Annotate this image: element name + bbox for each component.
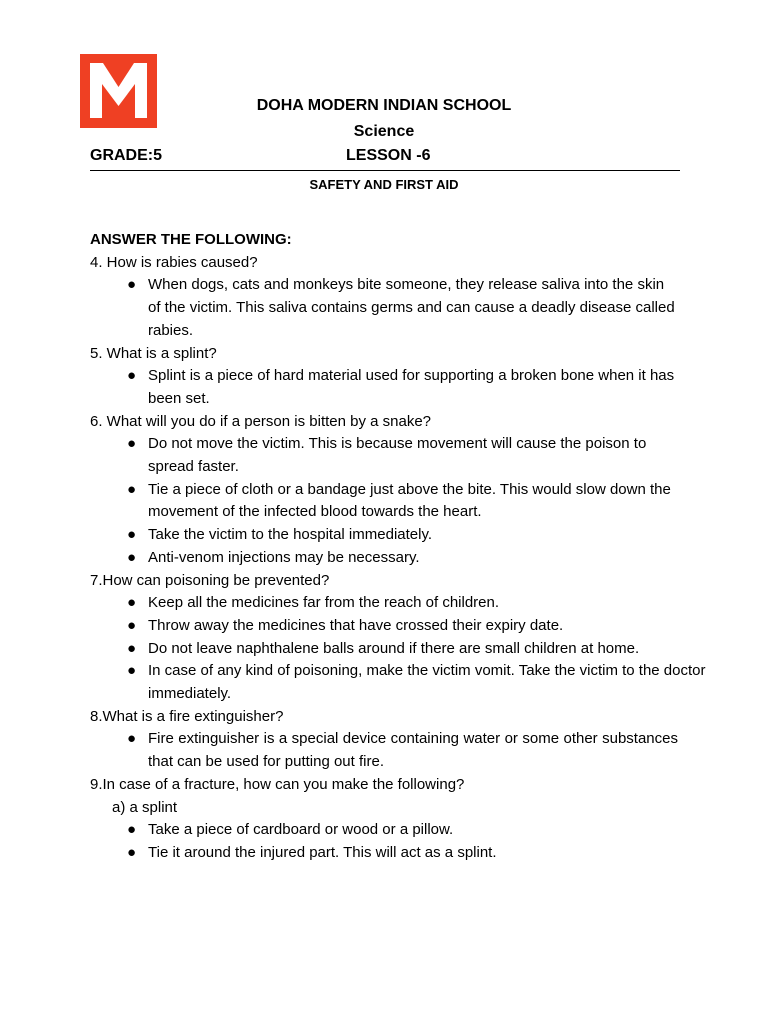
answer-item [127, 547, 678, 570]
bullet-icon: ● [127, 616, 137, 634]
answer-text: Throw away the medicines that have crossed their expiry date. [148, 616, 564, 634]
header-divider [90, 170, 680, 171]
answer-item [127, 615, 722, 638]
answer-item [127, 638, 722, 661]
bullet-icon: ● [127, 594, 137, 612]
bullet-icon: ● [127, 639, 137, 657]
answer-list [90, 274, 722, 342]
bullet-icon: ● [127, 548, 137, 566]
bullet-icon: ● [127, 276, 137, 294]
answer-text: Tie a piece of cloth or a bandage just above the bite. This would slow down the movement of the infected blood towards the heart. [148, 480, 671, 521]
bullet-icon: ● [127, 435, 137, 453]
question-text: 5. What is a splint? [90, 344, 217, 362]
answer-text: Keep all the medicines far from the reach of children. [148, 594, 500, 612]
question-text: 7.How can poisoning be prevented? [90, 571, 330, 589]
answer-list [90, 728, 722, 773]
answer-text: In case of any kind of poisoning, make the victim vomit. Take the victim to the doctor immediately. [148, 662, 706, 703]
question-text: 8.What is a fire extinguisher? [90, 707, 284, 725]
bullet-icon: ● [127, 526, 137, 544]
answer-item [127, 524, 678, 547]
question-block-9 [90, 774, 722, 865]
answer-item [127, 365, 678, 410]
grade-label: GRADE:5 [90, 147, 163, 164]
answer-list [90, 592, 722, 706]
logo-m-icon [80, 54, 157, 128]
answer-item [127, 728, 678, 773]
bullet-icon: ● [127, 367, 137, 385]
answer-text: Take a piece of cardboard or wood or a pillow. [148, 821, 454, 839]
answer-list [90, 365, 722, 410]
question-block-8 [90, 706, 722, 774]
answer-list [90, 433, 722, 569]
answer-item [127, 660, 722, 705]
question-text: 9.In case of a fracture, how can you make the following? [90, 775, 465, 793]
bullet-icon: ● [127, 843, 137, 861]
answer-text: Splint is a piece of hard material used for supporting a broken bone when it has been set. [148, 367, 675, 407]
answer-text: Do not move the victim. This is because movement will cause the poison to spread faster. [148, 435, 647, 476]
answer-text: Tie it around the injured part. This will act as a splint. [148, 843, 497, 861]
answer-item [127, 592, 722, 615]
school-name: DOHA MODERN INDIAN SCHOOL [256, 97, 512, 114]
answer-item [127, 842, 678, 865]
bullet-icon: ● [127, 662, 137, 680]
answer-list [90, 819, 722, 864]
answer-item [127, 819, 678, 842]
bullet-icon: ● [127, 730, 137, 748]
answer-item [127, 274, 678, 342]
question-block-4 [90, 252, 722, 343]
bullet-icon: ● [127, 480, 137, 498]
answer-text: Fire extinguisher is a special device containing water or some other substances that can be used for putting out fire. [148, 730, 678, 771]
subject-title: Science [353, 123, 415, 140]
question-block-5 [90, 343, 722, 411]
section-heading: ANSWER THE FOLLOWING: [90, 231, 292, 248]
question-text: 6. What will you do if a person is bitten by a snake? [90, 412, 432, 430]
question-text: 4. How is rabies caused? [90, 253, 258, 271]
question-block-7 [90, 570, 722, 706]
worksheet-content [90, 229, 722, 865]
topic-title: SAFETY AND FIRST AID [309, 177, 459, 192]
sub-question-text: a) a splint [112, 798, 178, 816]
answer-text: When dogs, cats and monkeys bite someone, they release saliva into the skin of the victim. This saliva contains germs and can cause a deadly disease called rabies. [148, 276, 675, 339]
answer-text: Anti-venom injections may be necessary. [148, 548, 420, 566]
answer-item [127, 479, 678, 524]
answer-item [127, 433, 678, 478]
question-block-6 [90, 411, 722, 570]
bullet-icon: ● [127, 821, 137, 839]
answer-text: Do not leave naphthalene balls around if there are small children at home. [148, 639, 640, 657]
lesson-label: LESSON -6 [346, 147, 431, 164]
answer-text: Take the victim to the hospital immediately. [148, 526, 433, 544]
school-logo [80, 54, 157, 128]
